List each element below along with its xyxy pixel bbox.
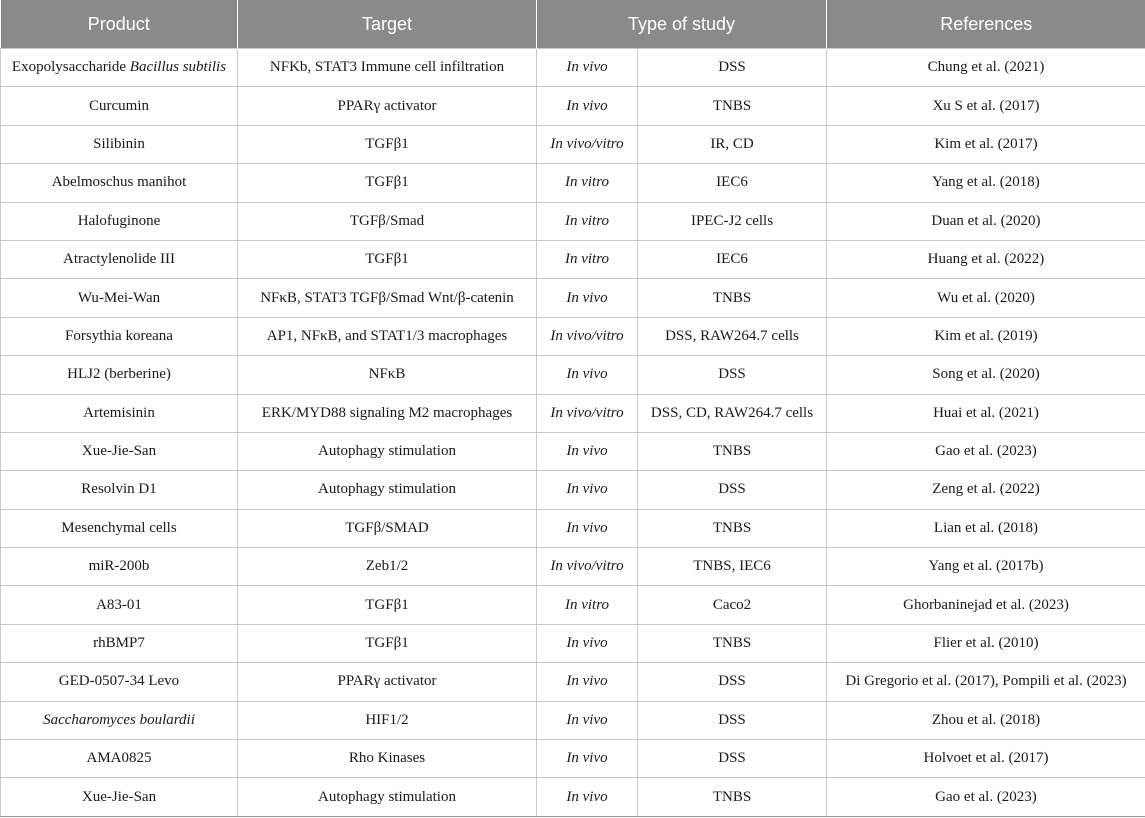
table-row — [1, 740, 1145, 778]
cell-study-model: DSS — [638, 471, 827, 509]
cell-study-model: IEC6 — [638, 240, 827, 278]
cell-study-mode: In vitro — [537, 240, 638, 278]
table-row — [1, 701, 1145, 739]
cell-product — [1, 164, 238, 202]
product-name: Xue-Jie-San — [81, 788, 157, 805]
cell-reference: Zeng et al. (2022) — [827, 471, 1145, 509]
cell-study-mode: In vivo — [537, 279, 638, 317]
table-row — [1, 356, 1145, 394]
cell-study-mode: In vivo/vitro — [537, 394, 638, 432]
cell-study-model: DSS — [638, 356, 827, 394]
table-row — [1, 471, 1145, 509]
cell-study-mode: In vivo/vitro — [537, 548, 638, 586]
cell-target: TGFβ1 — [238, 586, 537, 624]
cell-study-model: TNBS — [638, 432, 827, 470]
cell-study-model: DSS, RAW264.7 cells — [638, 317, 827, 355]
cell-reference: Gao et al. (2023) — [827, 432, 1145, 470]
cell-reference: Kim et al. (2019) — [827, 317, 1145, 355]
cell-study-mode: In vivo — [537, 740, 638, 778]
cell-product — [1, 202, 238, 240]
cell-reference: Flier et al. (2010) — [827, 624, 1145, 662]
cell-study-mode: In vivo — [537, 432, 638, 470]
product-name: Abelmoschus manihot — [51, 174, 187, 191]
table-row — [1, 279, 1145, 317]
cell-product — [1, 740, 238, 778]
product-name: rhBMP7 — [93, 635, 145, 652]
cell-target: PPARγ activator — [238, 663, 537, 701]
cell-product — [1, 548, 238, 586]
cell-target: TGFβ/Smad — [238, 202, 537, 240]
cell-study-mode: In vitro — [537, 586, 638, 624]
cell-target: TGFβ/SMAD — [238, 509, 537, 547]
product-species-italic: Saccharomyces boulardii — [43, 711, 195, 728]
cell-study-model: Caco2 — [638, 586, 827, 624]
cell-study-model: TNBS — [638, 624, 827, 662]
product-name: Xue-Jie-San — [81, 443, 157, 460]
cell-product — [1, 356, 238, 394]
cell-study-model: DSS — [638, 701, 827, 739]
header-references: References — [827, 0, 1145, 49]
cell-product — [1, 317, 238, 355]
cell-study-model: DSS — [638, 740, 827, 778]
table-row — [1, 87, 1145, 125]
cell-study-model: TNBS — [638, 87, 827, 125]
cell-study-mode: In vivo — [537, 87, 638, 125]
cell-reference: Song et al. (2020) — [827, 356, 1145, 394]
cell-study-model: IR, CD — [638, 125, 827, 163]
cell-target: TGFβ1 — [238, 240, 537, 278]
table-row — [1, 432, 1145, 470]
table-row — [1, 202, 1145, 240]
cell-target: NFκB, STAT3 TGFβ/Smad Wnt/β-catenin — [238, 279, 537, 317]
cell-study-model: TNBS — [638, 509, 827, 547]
cell-product — [1, 624, 238, 662]
cell-study-model: IEC6 — [638, 164, 827, 202]
cell-study-model: DSS, CD, RAW264.7 cells — [638, 394, 827, 432]
cell-reference: Xu S et al. (2017) — [827, 87, 1145, 125]
cell-study-mode: In vivo — [537, 701, 638, 739]
cell-product — [1, 663, 238, 701]
cell-product — [1, 279, 238, 317]
table-row — [1, 586, 1145, 624]
cell-target: TGFβ1 — [238, 125, 537, 163]
table-row — [1, 778, 1145, 816]
table-row — [1, 317, 1145, 355]
cell-reference: Yang et al. (2018) — [827, 164, 1145, 202]
cell-reference: Duan et al. (2020) — [827, 202, 1145, 240]
product-name: Forsythia koreana — [65, 327, 173, 344]
cell-product — [1, 49, 238, 87]
cell-target: NFκB — [238, 356, 537, 394]
header-product: Product — [1, 0, 238, 49]
product-name: HLJ2 (berberine) — [67, 366, 171, 383]
cell-product — [1, 471, 238, 509]
cell-study-model: DSS — [638, 663, 827, 701]
cell-reference: Gao et al. (2023) — [827, 778, 1145, 816]
product-name: Resolvin D1 — [81, 481, 157, 498]
product-name: A83-01 — [96, 596, 142, 613]
product-name: Exopolysaccharide — [11, 59, 130, 76]
cell-product — [1, 509, 238, 547]
cell-study-mode: In vitro — [537, 202, 638, 240]
cell-reference: Wu et al. (2020) — [827, 279, 1145, 317]
cell-study-model: IPEC-J2 cells — [638, 202, 827, 240]
cell-reference: Chung et al. (2021) — [827, 49, 1145, 87]
cell-target: Zeb1/2 — [238, 548, 537, 586]
cell-target: HIF1/2 — [238, 701, 537, 739]
product-name: Silibinin — [93, 135, 145, 152]
header-type-of-study: Type of study — [537, 0, 827, 49]
cell-reference: Ghorbaninejad et al. (2023) — [827, 586, 1145, 624]
cell-reference: Holvoet et al. (2017) — [827, 740, 1145, 778]
cell-product — [1, 240, 238, 278]
cell-target: NFKb, STAT3 Immune cell infiltration — [238, 49, 537, 87]
product-name: Atractylenolide III — [62, 251, 176, 268]
table-header — [1, 0, 1145, 49]
cell-product — [1, 125, 238, 163]
cell-study-model: DSS — [638, 49, 827, 87]
table-row — [1, 548, 1145, 586]
product-name: Curcumin — [89, 97, 149, 114]
table-row — [1, 624, 1145, 662]
product-name: Mesenchymal cells — [61, 519, 177, 536]
table-row — [1, 125, 1145, 163]
cell-product — [1, 87, 238, 125]
cell-study-mode: In vivo — [537, 624, 638, 662]
cell-reference: Lian et al. (2018) — [827, 509, 1145, 547]
cell-target: TGFβ1 — [238, 624, 537, 662]
cell-study-mode: In vivo — [537, 49, 638, 87]
product-name: Wu-Mei-Wan — [77, 289, 161, 306]
cell-target: PPARγ activator — [238, 87, 537, 125]
cell-study-mode: In vitro — [537, 164, 638, 202]
table-row — [1, 240, 1145, 278]
cell-target: Rho Kinases — [238, 740, 537, 778]
product-name: GED-0507-34 Levo — [58, 673, 180, 690]
cell-reference: Di Gregorio et al. (2017), Pompili et al. (2023) — [827, 663, 1145, 701]
cell-reference: Zhou et al. (2018) — [827, 701, 1145, 739]
cell-product — [1, 394, 238, 432]
cell-reference: Huai et al. (2021) — [827, 394, 1145, 432]
product-name: Halofuginone — [77, 212, 161, 229]
cell-target: ERK/MYD88 signaling M2 macrophages — [238, 394, 537, 432]
cell-product — [1, 432, 238, 470]
cell-target: Autophagy stimulation — [238, 778, 537, 816]
cell-reference: Kim et al. (2017) — [827, 125, 1145, 163]
table-row — [1, 49, 1145, 87]
cell-reference: Yang et al. (2017b) — [827, 548, 1145, 586]
cell-study-mode: In vivo — [537, 471, 638, 509]
cell-product — [1, 701, 238, 739]
product-name: AMA0825 — [86, 750, 152, 767]
header-row — [1, 0, 1145, 49]
table-row — [1, 164, 1145, 202]
cell-study-model: TNBS — [638, 778, 827, 816]
cell-reference: Huang et al. (2022) — [827, 240, 1145, 278]
cell-study-mode: In vivo/vitro — [537, 317, 638, 355]
cell-study-mode: In vivo — [537, 778, 638, 816]
cell-study-mode: In vivo — [537, 356, 638, 394]
cell-target: Autophagy stimulation — [238, 471, 537, 509]
cell-product — [1, 586, 238, 624]
cell-product — [1, 778, 238, 816]
cell-study-mode: In vivo — [537, 663, 638, 701]
table-row — [1, 394, 1145, 432]
cell-study-model: TNBS — [638, 279, 827, 317]
table-body — [1, 49, 1145, 817]
product-species-italic: Bacillus subtilis — [129, 59, 227, 76]
cell-target: AP1, NFκB, and STAT1/3 macrophages — [238, 317, 537, 355]
cell-study-mode: In vivo/vitro — [537, 125, 638, 163]
header-target: Target — [238, 0, 537, 49]
cell-target: Autophagy stimulation — [238, 432, 537, 470]
cell-study-mode: In vivo — [537, 509, 638, 547]
product-name: Artemisinin — [83, 404, 155, 421]
table-row — [1, 663, 1145, 701]
cell-target: TGFβ1 — [238, 164, 537, 202]
table-row — [1, 509, 1145, 547]
product-name: miR-200b — [88, 558, 150, 575]
cell-study-model: TNBS, IEC6 — [638, 548, 827, 586]
